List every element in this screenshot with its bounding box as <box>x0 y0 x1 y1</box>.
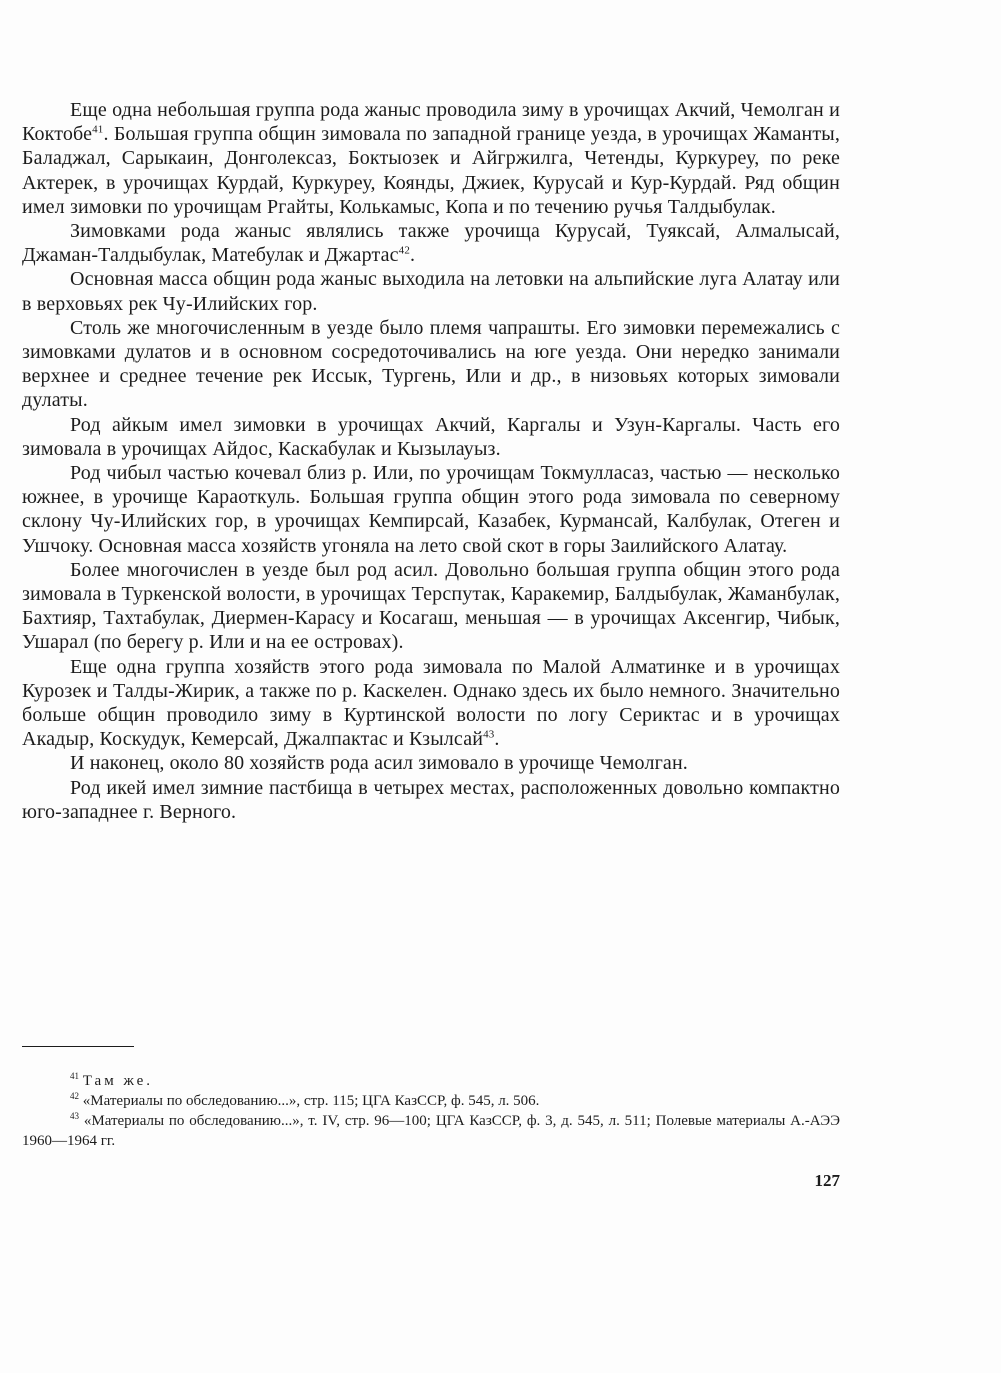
footnote <box>22 1071 840 1091</box>
paragraph: Еще одна группа хозяйств этого рода зимовала по Малой Алматинке и в урочищах Курозек и Талды-Жирик, а также по р. Каскелен. Однако здесь их было немного. Значительно больше общин проводило зиму в Куртинской волости по логу Сериктас и в урочищах Акадыр, Коскудук, Кемерсай, Джалпактас и Кзылсай$^{43}$. <box>22 655 840 751</box>
main-text <box>22 98 840 824</box>
paragraph: Основная масса общин рода жаныс выходила на летовки на альпийские луга Алатау или в верховьях рек Чу-Илийских гор. <box>22 268 840 315</box>
paragraph: Более многочислен в уезде был род асил. Довольно большая группа общин этого рода зимовала в Туркенской волости, в урочищах Терспутак, Каракемир, Балдыбулак, Жаманбулак, Бахтияр, Тахтабулак, Диермен-Карасу и Косагаш, меньшая — в урочищах Аксенгир, Чибык, Ушарал (по берегу р. Или и на ее островах). <box>22 558 840 654</box>
paragraph: Зимовками рода жаныс являлись также урочища Курусай, Туяксай, Алмалысай, Джаман-Талдыбулак, Матебулак и Джартас$^{42}$. <box>22 220 840 267</box>
page-number: 127 <box>814 1171 840 1190</box>
footnote-number: 43 <box>70 1111 79 1121</box>
footnote-text: Там же. <box>82 1073 154 1089</box>
footnote-number: 42 <box>70 1091 79 1101</box>
paragraph: Род икей имел зимние пастбища в четырех местах, расположенных довольно компактно юго-западнее г. Верного. <box>22 776 840 823</box>
footnote-ref: 42 <box>398 244 410 257</box>
paragraph: Род чибыл частью кочевал близ р. Или, по урочищам Токмулласаз, частью — несколько южнее, в урочище Караоткуль. Большая группа общин этого рода зимовала по северному склону Чу-Илийских гор, в урочищах Кемпирсай, Казабек, Курмансай, Калбулак, Отеген и Ушчоку. Основная масса хозяйств угоняла на лето свой скот в горы Заилийского Алатау. <box>22 462 840 557</box>
footnote-text: «Материалы по обследованию...», стр. 115; ЦГА КазССР, ф. 545, л. 506. <box>82 1093 540 1109</box>
paragraph: Еще одна небольшая группа рода жаныс проводила зиму в урочищах Акчий, Чемолган и Коктобе$^{41}$. Большая группа общин зимовала по западной границе уезда, в урочищах Жаманты, Баладжал, Сарыкаин, Донголексаз, Боктыозек и Айгржилга, Четенды, Куркуреу, по реке Актерек, в урочищах Курдай, Куркуреу, Коянды, Джиек, Курусай и Кур-Курдай. Ряд общин имел зимовки по урочищам Ргайты, Колькамыс, Копа и по течению ручья Талдыбулак. <box>22 99 840 218</box>
footnote-number: 41 <box>70 1071 79 1081</box>
footnotes <box>22 1071 840 1151</box>
footnote-text: «Материалы по обследованию...», т. IV, стр. 96—100; ЦГА КазССР, ф. 3, д. 545, л. 511; Полевые материалы А.-АЭЭ 1960—1964 гг. <box>22 1113 841 1149</box>
paragraph: Род айкым имел зимовки в урочищах Акчий, Каргалы и Узун-Каргалы. Часть его зимовала в урочищах Айдос, Каскабулак и Кызылауыз. <box>22 413 840 460</box>
footnote <box>22 1111 840 1151</box>
paragraph: Столь же многочисленным в уезде было племя чапрашты. Его зимовки перемежались с зимовками дулатов и в основном сосредоточивались на юге уезда. Они нередко занимали верхнее и среднее течение рек Иссык, Тургень, Или и др., в низовьях которых зимовали дулаты. <box>22 316 840 412</box>
footnote-ref: 41 <box>92 123 104 136</box>
footnote-divider <box>22 1046 134 1047</box>
footnote-ref: 43 <box>483 728 495 741</box>
paragraph: И наконец, около 80 хозяйств рода асил зимовало в урочище Чемолган. <box>70 752 688 775</box>
footnote <box>22 1091 840 1111</box>
